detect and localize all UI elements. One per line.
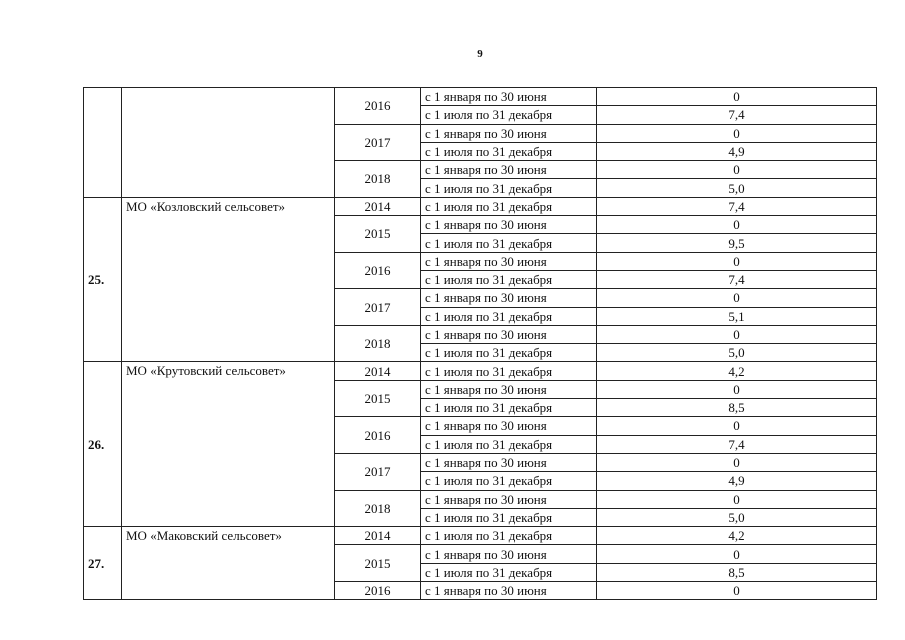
period-cell: с 1 января по 30 июня	[421, 124, 597, 142]
municipality-name: МО «Крутовский сельсовет»	[122, 362, 335, 527]
period-cell: с 1 июля по 31 декабря	[421, 362, 597, 380]
row-number	[84, 88, 122, 198]
tariff-table	[83, 87, 877, 600]
period-cell: с 1 января по 30 июня	[421, 490, 597, 508]
period-cell: с 1 июля по 31 декабря	[421, 234, 597, 252]
row-number: 25.	[84, 197, 122, 362]
period-cell: с 1 января по 30 июня	[421, 88, 597, 106]
period-cell: с 1 января по 30 июня	[421, 161, 597, 179]
value-cell: 4,9	[597, 142, 877, 160]
year-cell: 2018	[335, 325, 421, 362]
value-cell: 5,0	[597, 508, 877, 526]
period-cell: с 1 июля по 31 декабря	[421, 399, 597, 417]
year-cell: 2017	[335, 289, 421, 326]
value-cell: 7,4	[597, 106, 877, 124]
value-cell: 0	[597, 289, 877, 307]
value-cell: 4,2	[597, 527, 877, 545]
value-cell: 0	[597, 582, 877, 600]
year-cell: 2017	[335, 124, 421, 161]
year-cell: 2016	[335, 252, 421, 289]
value-cell: 0	[597, 161, 877, 179]
period-cell: с 1 июля по 31 декабря	[421, 563, 597, 581]
value-cell: 4,9	[597, 472, 877, 490]
year-cell: 2016	[335, 417, 421, 454]
value-cell: 7,4	[597, 270, 877, 288]
value-cell: 7,4	[597, 435, 877, 453]
value-cell: 0	[597, 216, 877, 234]
value-cell: 5,1	[597, 307, 877, 325]
period-cell: с 1 июля по 31 декабря	[421, 197, 597, 215]
table-row	[84, 88, 877, 106]
period-cell: с 1 января по 30 июня	[421, 453, 597, 471]
period-cell: с 1 июля по 31 декабря	[421, 106, 597, 124]
period-cell: с 1 июля по 31 декабря	[421, 508, 597, 526]
value-cell: 9,5	[597, 234, 877, 252]
period-cell: с 1 января по 30 июня	[421, 325, 597, 343]
year-cell: 2017	[335, 453, 421, 490]
value-cell: 7,4	[597, 197, 877, 215]
year-cell: 2016	[335, 582, 421, 600]
row-number: 26.	[84, 362, 122, 527]
period-cell: с 1 января по 30 июня	[421, 582, 597, 600]
period-cell: с 1 января по 30 июня	[421, 289, 597, 307]
period-cell: с 1 января по 30 июня	[421, 216, 597, 234]
period-cell: с 1 января по 30 июня	[421, 417, 597, 435]
row-number: 27.	[84, 527, 122, 600]
year-cell: 2014	[335, 527, 421, 545]
year-cell: 2015	[335, 216, 421, 253]
period-cell: с 1 июля по 31 декабря	[421, 179, 597, 197]
value-cell: 0	[597, 453, 877, 471]
value-cell: 0	[597, 252, 877, 270]
period-cell: с 1 января по 30 июня	[421, 545, 597, 563]
year-cell: 2015	[335, 545, 421, 582]
value-cell: 0	[597, 490, 877, 508]
period-cell: с 1 июля по 31 декабря	[421, 344, 597, 362]
table-row	[84, 527, 877, 545]
value-cell: 0	[597, 124, 877, 142]
period-cell: с 1 января по 30 июня	[421, 252, 597, 270]
period-cell: с 1 января по 30 июня	[421, 380, 597, 398]
value-cell: 0	[597, 88, 877, 106]
period-cell: с 1 июля по 31 декабря	[421, 270, 597, 288]
year-cell: 2018	[335, 161, 421, 198]
value-cell: 0	[597, 325, 877, 343]
period-cell: с 1 июля по 31 декабря	[421, 435, 597, 453]
value-cell: 0	[597, 417, 877, 435]
value-cell: 0	[597, 545, 877, 563]
year-cell: 2016	[335, 88, 421, 125]
year-cell: 2018	[335, 490, 421, 527]
period-cell: с 1 июля по 31 декабря	[421, 527, 597, 545]
value-cell: 8,5	[597, 563, 877, 581]
period-cell: с 1 июля по 31 декабря	[421, 472, 597, 490]
table-row	[84, 362, 877, 380]
page-number: 9	[477, 48, 483, 60]
value-cell: 0	[597, 380, 877, 398]
year-cell: 2015	[335, 380, 421, 417]
municipality-name: МО «Маковский сельсовет»	[122, 527, 335, 600]
municipality-name: МО «Козловский сельсовет»	[122, 197, 335, 362]
value-cell: 8,5	[597, 399, 877, 417]
table-row	[84, 197, 877, 215]
year-cell: 2014	[335, 362, 421, 380]
period-cell: с 1 июля по 31 декабря	[421, 142, 597, 160]
year-cell: 2014	[335, 197, 421, 215]
period-cell: с 1 июля по 31 декабря	[421, 307, 597, 325]
value-cell: 4,2	[597, 362, 877, 380]
value-cell: 5,0	[597, 179, 877, 197]
municipality-name	[122, 88, 335, 198]
value-cell: 5,0	[597, 344, 877, 362]
